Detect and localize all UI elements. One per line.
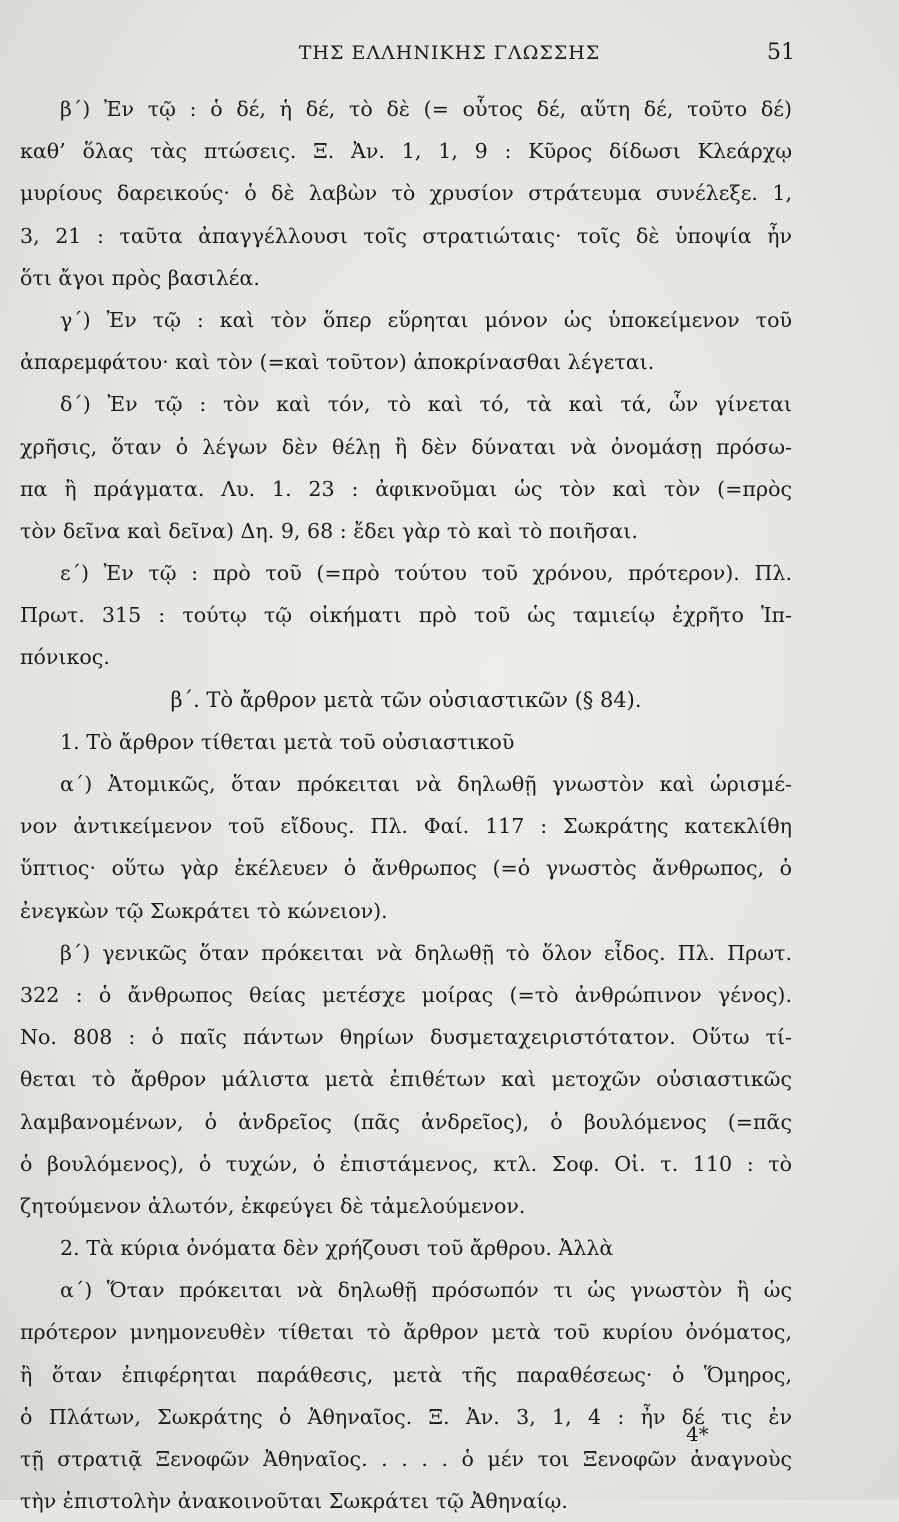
text-line: ὁ Πλάτων, Σωκράτης ὁ Ἀθηναῖος. Ξ. Ἀν. 3, 1, 4 : ἦν δέ τις ἐν bbox=[20, 1404, 792, 1429]
text-line: καθ’ ὅλας τὰς πτώσεις. Ξ. Ἀν. 1, 1, 9 : Κῦρος δίδωσι Κλεάρχῳ bbox=[20, 139, 792, 164]
text-line: θεται τὸ ἄρθρον μάλιστα μετὰ ἐπιθέτων καὶ μετοχῶν οὐσιαστικῶς bbox=[20, 1067, 792, 1092]
body-text bbox=[20, 88, 792, 1522]
text-line: Νο. 808 : ὁ παῖς πάντων θηρίων δυσμεταχειριστότατον. Οὕτω τί- bbox=[20, 1025, 792, 1050]
text-line: ὁ βουλόμενος), ὁ τυχών, ὁ ἐπιστάμενος, κτλ. Σοφ. Οἰ. τ. 110 : τὸ bbox=[20, 1151, 792, 1176]
text-line: α΄) Ἀτομικῶς, ὅταν πρόκειται νὰ δηλωθῇ γνωστὸν καὶ ὡρισμέ- bbox=[60, 772, 792, 796]
text-line: πρότερον μνημονευθὲν τίθεται τὸ ἄρθρον μετὰ τοῦ κυρίου ὀνόματος, bbox=[20, 1320, 792, 1345]
text-line: α΄) Ὅταν πρόκειται νὰ δηλωθῇ πρόσωπόν τι ὡς γνωστὸν ἢ ὡς bbox=[60, 1278, 792, 1303]
text-line: ζητούμενον ἁλωτόν, ἐκφεύγει δὲ τἀμελούμενον. bbox=[20, 1193, 526, 1218]
running-head: ΤΗΣ ΕΛΛΗΝΙΚΗΣ ΓΛΩΣΣΗΣ bbox=[298, 42, 601, 64]
text-line: ἐνεγκὼν τῷ Σωκράτει τὸ κώνειον). bbox=[20, 898, 388, 923]
text-line: ὕπτιος· οὕτω γὰρ ἐκέλευεν ὁ ἄνθρωπος (=ὁ γνωστὸς ἄνθρωπος, ὁ bbox=[20, 856, 792, 881]
text-line: πόνικος. bbox=[20, 645, 110, 670]
text-line: ἢ ὅταν ἐπιφέρηται παράθεσις, μετὰ τῆς παραθέσεως· ὁ Ὅμηρος, bbox=[20, 1362, 792, 1387]
text-line: μυρίους δαρεικούς· ὁ δὲ λαβὼν τὸ χρυσίον στράτευμα συνέλεξε. 1, bbox=[20, 181, 792, 206]
text-line: 322 : ὁ ἄνθρωπος θείας μετέσχε μοίρας (=τὸ ἀνθρώπινον γένος). bbox=[20, 982, 792, 1007]
text-line: 1. Τὸ ἄρθρον τίθεται μετὰ τοῦ οὐσιαστικοῦ bbox=[60, 729, 515, 754]
text-line: β΄) γενικῶς ὅταν πρόκειται νὰ δηλωθῇ τὸ ὅλον εἶδος. Πλ. Πρωτ. bbox=[60, 940, 792, 965]
text-line: 3, 21 : ταῦτα ἀπαγγέλλουσι τοῖς στρατιώταις· τοῖς δὲ ὑποψία ἦν bbox=[20, 223, 792, 248]
text-line: χρῆσις, ὅταν ὁ λέγων δὲν θέλῃ ἢ δὲν δύναται νὰ ὀνομάσῃ πρόσω- bbox=[20, 434, 792, 459]
text-line: ε΄) Ἐν τῷ : πρὸ τοῦ (=πρὸ τούτου τοῦ χρόνου, πρότερον). Πλ. bbox=[60, 561, 792, 586]
text-line: πα ἢ πράγματα. Λυ. 1. 23 : ἀφικνοῦμαι ὡς τὸν καὶ τὸν (=πρὸς bbox=[20, 476, 792, 501]
text-line: νον ἀντικείμενον τοῦ εἴδους. Πλ. Φαί. 117 : Σωκράτης κατεκλίθη bbox=[20, 814, 792, 839]
text-line: ἀπαρεμφάτου· καὶ τὸν (=καὶ τοῦτον) ἀποκρίνασθαι λέγεται. bbox=[20, 350, 655, 375]
page-number: 51 bbox=[767, 40, 795, 65]
text-line: τῇ στρατιᾷ Ξενοφῶν Ἀθηναῖος. . . . . ὁ μέν τοι Ξενοφῶν ἀναγνοὺς bbox=[20, 1447, 792, 1471]
text-line: τὸν δεῖνα καὶ δεῖνα) Δη. 9, 68 : ἔδει γὰρ τὸ καὶ τὸ ποιῆσαι. bbox=[20, 518, 638, 543]
text-line: δ΄) Ἐν τῷ : τὸν καὶ τόν, τὸ καὶ τό, τὰ καὶ τά, ὧν γίνεται bbox=[60, 392, 792, 417]
section-heading: β΄. Τὸ ἄρθρον μετὰ τῶν οὐσιαστικῶν (§ 84). bbox=[170, 687, 642, 712]
text-line: ὅτι ἄγοι πρὸς βασιλέα. bbox=[20, 265, 260, 290]
text-line: 2. Τὰ κύρια ὀνόματα δὲν χρήζουσι τοῦ ἄρθρου. Ἀλλὰ bbox=[60, 1236, 614, 1261]
signature-mark: 4* bbox=[686, 1422, 709, 1446]
text-line: β΄) Ἐν τῷ : ὁ δέ, ἡ δέ, τὸ δὲ (= οὗτος δέ, αὕτη δέ, τοῦτο δέ) bbox=[60, 97, 792, 121]
text-line: τὴν ἐπιστολὴν ἀνακοινοῦται Σωκράτει τῷ Ἀθηναίῳ. bbox=[20, 1489, 568, 1514]
text-line: γ΄) Ἐν τῷ : καὶ τὸν ὅπερ εὕρηται μόνον ὡς ὑποκείμενον τοῦ bbox=[60, 307, 792, 332]
text-line: λαμβανομένων, ὁ ἀνδρεῖος (πᾶς ἀνδρεῖος), ὁ βουλόμενος (=πᾶς bbox=[20, 1109, 792, 1134]
text-line: Πρωτ. 315 : τούτῳ τῷ οἰκήματι πρὸ τοῦ ὡς ταμιείῳ ἐχρῆτο Ἱπ- bbox=[20, 603, 792, 628]
